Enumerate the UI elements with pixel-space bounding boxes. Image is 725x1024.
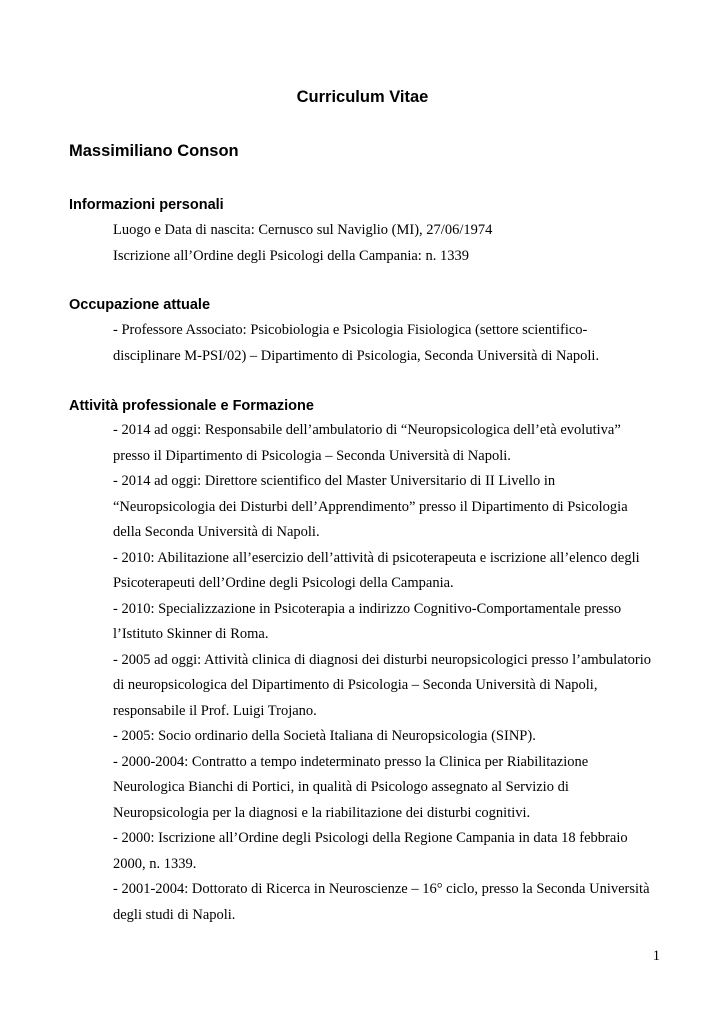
text-line: Iscrizione all’Ordine degli Psicologi della Campania: n. 1339 [113, 247, 469, 264]
text-line: degli studi di Napoli. [113, 906, 236, 923]
section-body-activities [113, 418, 673, 928]
text-line: - 2014 ad oggi: Responsabile dell’ambulatorio di “Neuropsicologica dell’età evolutiva” [113, 422, 621, 438]
document-title: Curriculum Vitae [296, 88, 429, 106]
section-heading-occupation: Occupazione attuale [69, 297, 211, 313]
section-body-personal [113, 218, 673, 269]
text-line: 2000, n. 1339. [113, 855, 197, 872]
text-line: - 2010: Abilitazione all’esercizio dell’attività di psicoterapeuta e iscrizione all’elenco degli [113, 549, 640, 566]
person-name: Massimiliano Conson [69, 142, 239, 160]
page-number: 1 [652, 948, 660, 964]
text-line: Neuropsicologia per la diagnosi e la riabilitazione dei disturbi cognitivi. [113, 804, 531, 821]
text-line: disciplinare M-PSI/02) – Dipartimento di Psicologia, Seconda Università di Napoli. [113, 347, 600, 364]
text-line: l’Istituto Skinner di Roma. [113, 626, 269, 642]
text-line: Neurologica Bianchi di Portici, in qualità di Psicologo assegnato al Servizio di [113, 779, 569, 795]
text-line: - Professore Associato: Psicobiologia e Psicologia Fisiologica (settore scientifico- [113, 322, 588, 338]
text-line: di neuropsicologica del Dipartimento di Psicologia – Seconda Università di Napoli, [113, 677, 598, 693]
text-line: - 2001-2004: Dottorato di Ricerca in Neuroscienze – 16° ciclo, presso la Seconda Università [113, 881, 650, 897]
text-line: responsabile il Prof. Luigi Trojano. [113, 702, 317, 719]
text-line: - 2010: Specializzazione in Psicoterapia a indirizzo Cognitivo-Comportamentale presso [113, 600, 622, 617]
text-line: Psicoterapeuti dell’Ordine degli Psicologi della Campania. [113, 575, 454, 591]
section-heading-personal: Informazioni personali [69, 197, 224, 213]
text-line: - 2005: Socio ordinario della Società Italiana di Neuropsicologia (SINP). [113, 728, 536, 744]
text-line: - 2005 ad oggi: Attività clinica di diagnosi dei disturbi neuropsicologici presso l’ambulatorio [113, 651, 652, 668]
text-line: “Neuropsicologia dei Disturbi dell’Apprendimento” presso il Dipartimento di Psicologia [113, 498, 628, 515]
text-line: - 2000-2004: Contratto a tempo indeterminato presso la Clinica per Riabilitazione [113, 753, 589, 770]
section-heading-activities: Attività professionale e Formazione [69, 398, 314, 414]
section-body-occupation [113, 318, 673, 369]
text-line: presso il Dipartimento di Psicologia – Seconda Università di Napoli. [113, 447, 511, 464]
text-line: Luogo e Data di nascita: Cernusco sul Naviglio (MI), 27/06/1974 [113, 222, 493, 238]
text-line: - 2000: Iscrizione all’Ordine degli Psicologi della Regione Campania in data 18 febbraio [113, 830, 628, 846]
text-line: della Seconda Università di Napoli. [113, 524, 320, 540]
text-line: - 2014 ad oggi: Direttore scientifico del Master Universitario di II Livello in [113, 473, 556, 489]
